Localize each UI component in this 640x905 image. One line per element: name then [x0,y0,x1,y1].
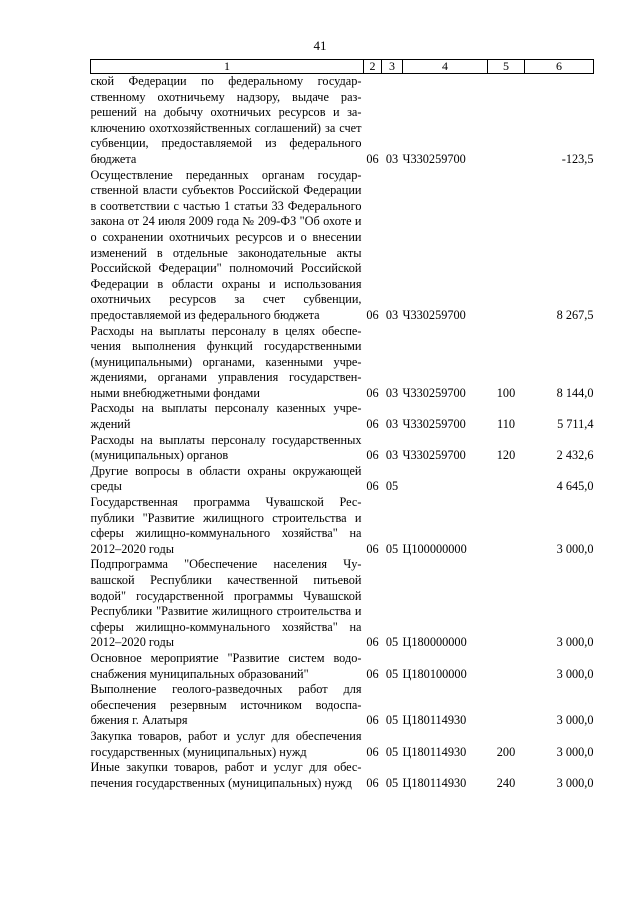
row-description: Расходы на выплаты персоналу казенных учреждений [90,401,362,432]
row-target-article: Ч330259700 [402,448,466,463]
row-expense-type [488,557,525,651]
row-section-code: 06 [366,385,379,400]
row-section-code: 06 [366,775,379,790]
row-description: ской Федерации по федеральному государственному охотничьему надзору, выдаче разрешений на добычу охотничьих ресурсов и заключению охотхозяйственных соглашений) за счет субвенции, предоставляемой из федерального бюджета [90,74,362,166]
row-description: Осуществление переданных органам государственной власти субъектов Российской Федерации в соответствии с частью 1 статьи 33 Федерального закона от 24 июля 2009 года № 209-ФЗ "Об охоте и о сохранении охотничьих ресурсов и о внесении изменений в отдельные законодательные акты Российской Федерации" полномочий Российской Федерации в области охраны и использования охотничьих ресурсов за счет субвенции, предоставляемой из федерального бюджета [90,167,362,322]
row-expense-type [488,168,525,324]
row-subsection-code: 03 [385,151,399,166]
row-section-code: 06 [366,307,379,322]
row-expense-type [488,682,525,729]
row-subsection-code: 05 [385,713,399,728]
row-subsection-code: 05 [385,541,399,556]
row-amount: 8 144,0 [556,385,594,400]
row-amount: 8 267,5 [556,307,594,322]
row-target-article: Ц100000000 [402,541,467,556]
row-section-code: 06 [366,541,379,556]
row-subsection-code: 03 [385,448,399,463]
row-description: Выполнение геолого-разведочных работ для обеспечения резервным источником водоспабжения г. Алатыря [90,682,362,728]
table-row [91,433,594,464]
row-expense-type: 100 [496,385,516,400]
table-row [91,557,594,651]
row-section-code: 06 [366,417,379,432]
row-expense-type [488,74,525,168]
column-header-4: 4 [403,60,488,74]
row-target-article: Ц180114930 [402,775,467,790]
row-amount: -123,5 [561,151,594,166]
row-amount: 3 000,0 [556,635,594,650]
row-expense-type [488,495,525,557]
row-amount: 3 000,0 [556,775,594,790]
table-row [91,464,594,495]
row-section-code: 06 [366,151,379,166]
row-amount: 3 000,0 [556,666,594,681]
table-row [91,74,594,168]
row-expense-type: 120 [496,448,516,463]
table-row [91,401,594,432]
row-expense-type: 240 [496,775,516,790]
row-amount: 3 000,0 [556,713,594,728]
column-header-2: 2 [364,60,382,74]
page-number: 41 [313,38,327,53]
column-header-1: 1 [91,60,364,74]
row-expense-type [488,464,525,495]
row-expense-type: 110 [497,417,515,432]
budget-table [90,59,594,791]
row-subsection-code: 03 [385,417,399,432]
table-body [91,74,594,792]
row-description: Государственная программа Чувашской Республики "Развитие жилищного строительства и сферы жилищно-коммунального хозяйства" на 2012–2020 годы [90,495,362,556]
row-target-article: Ц180114930 [402,744,467,759]
row-subsection-code: 05 [385,744,399,759]
row-section-code: 06 [366,635,379,650]
table-row [91,760,594,791]
row-target-article: Ц180100000 [402,666,467,681]
row-section-code: 06 [366,448,379,463]
table-row [91,682,594,729]
row-target-article: Ч330259700 [402,151,466,166]
table-row [91,651,594,682]
table-row [91,495,594,557]
row-description: Расходы на выплаты персоналу в целях обеспечения выполнения функций государственными (муниципальными) органами, казенными учреждениями, органами управления государственными внебюджетными фондами [90,323,362,400]
row-amount: 5 711,4 [557,417,594,432]
row-target-article: Ч330259700 [402,417,466,432]
row-section-code: 06 [366,479,379,494]
row-amount: 4 645,0 [556,479,594,494]
row-target-article: Ч330259700 [402,385,466,400]
row-subsection-code: 05 [385,666,399,681]
table-header [91,60,594,74]
row-description: Основное мероприятие "Развитие систем водоснабжения муниципальных образований" [90,650,362,681]
row-description: Иные закупки товаров, работ и услуг для обеспечения государственных (муниципальных) нужд [90,760,362,790]
table-row [91,168,594,324]
row-target-article: Ч330259700 [402,307,466,322]
row-description: Расходы на выплаты персоналу государственных (муниципальных) органов [90,432,362,463]
row-section-code: 06 [366,744,379,759]
header-row [91,60,594,74]
column-header-5: 5 [488,60,525,74]
row-expense-type: 200 [496,744,516,759]
column-header-3: 3 [382,60,403,74]
table-row [91,324,594,402]
row-target-article: Ц180114930 [402,713,467,728]
row-amount: 3 000,0 [556,744,594,759]
row-subsection-code: 03 [385,385,399,400]
row-expense-type [488,651,525,682]
row-subsection-code: 05 [385,479,399,494]
row-description: Другие вопросы в области охраны окружающей среды [90,463,362,494]
table-row [91,729,594,760]
row-amount: 2 432,6 [556,448,594,463]
row-section-code: 06 [366,666,379,681]
row-amount: 3 000,0 [556,541,594,556]
row-subsection-code: 05 [385,635,399,650]
row-section-code: 06 [366,713,379,728]
row-subsection-code: 05 [385,775,399,790]
row-subsection-code: 03 [385,307,399,322]
row-description: Подпрограмма "Обеспечение населения Чувашской Республики качественной питьевой водой" государственной программы Чувашской Республики "Развитие жилищного строительства и сферы жилищно-коммунального хозяйства" на 2012–2020 годы [90,557,362,650]
column-header-6: 6 [525,60,594,74]
row-description: Закупка товаров, работ и услуг для обеспечения государственных (муниципальных) нужд [90,728,362,759]
row-target-article [403,464,488,495]
row-target-article: Ц180000000 [402,635,467,650]
